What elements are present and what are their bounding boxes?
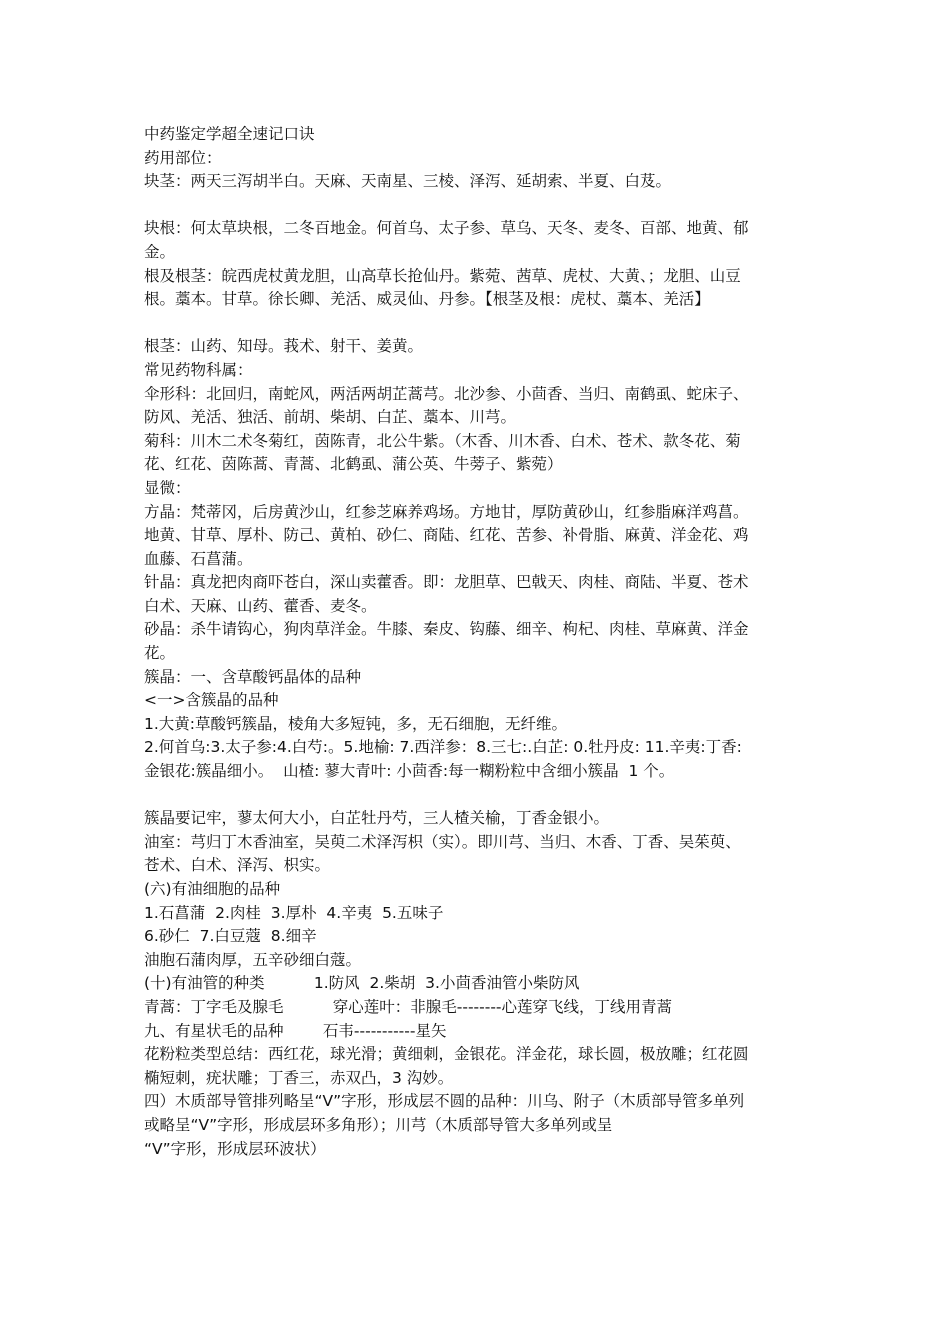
- text-line: 花、红花、茵陈蒿、青蒿、北鹤虱、蒲公英、牛蒡子、紫菀）: [144, 455, 563, 474]
- text-line: 九、有星状毛的品种 石韦-----------星矢: [144, 1021, 447, 1040]
- text-line: 金。: [144, 242, 176, 261]
- text-line: 油胞石蒲肉厚，五辛砂细白蔻。: [144, 950, 362, 969]
- blank-line: [144, 194, 814, 218]
- text-line: 根及根茎：皖西虎杖黄龙胆，山高草长抢仙丹。紫菀、茜草、虎杖、大黄、；龙胆、山豆: [144, 266, 741, 285]
- text-line: 伞形科：北回归，南蛇风，两活两胡芷蒿芎。北沙参、小茴香、当归、南鹤虱、蛇床子、: [144, 384, 749, 403]
- blank-line: [144, 312, 814, 336]
- text-line: 四）木质部导管排列略呈“V”字形，形成层不圆的品种：川乌、附子（木质部导管多单列: [144, 1092, 745, 1111]
- text-line: 根。藁本。甘草。徐长卿、羌活、威灵仙、丹参。【根茎及根：虎杖、藁本、羌活】: [144, 290, 710, 309]
- document-page: [144, 123, 814, 1161]
- text-line: 1.大黄:草酸钙簇晶，棱角大多短钝，多，无石细胞，无纤维。: [144, 714, 568, 733]
- text-line: 花。: [144, 644, 176, 663]
- text-line: 砂晶：杀牛请钩心，狗肉草洋金。牛膝、秦皮、钩藤、细辛、枸杞、肉桂、草麻黄、洋金: [144, 620, 749, 639]
- text-line: 簇晶要记牢，蓼太何大小，白芷牡丹芍，三人楂关榆，丁香金银小。: [144, 809, 610, 828]
- text-line: 苍术、白术、泽泻、枳实。: [144, 856, 331, 875]
- text-line: 方晶：梵蒂冈，后房黄沙山，红参芝麻养鸡场。方地甘，厚防黄砂山，红参脂麻洋鸡菖。: [144, 502, 749, 521]
- text-line: 2.何首乌:3.太子参:4.白芍:。5.地榆: 7.西洋参：8.三七:.白芷: 0.牡丹皮: 11.辛夷:丁香:: [144, 738, 742, 757]
- text-line: 块茎：两天三泻胡半白。天麻、天南星、三棱、泽泻、延胡索、半夏、白芨。: [144, 172, 672, 191]
- text-line: 6.砂仁 7.白豆蔻 8.细辛: [144, 927, 317, 946]
- text-line: 椭短刺，疣状雕；丁香三，赤双凸，3 沟妙。: [144, 1068, 454, 1087]
- text-line: 针晶：真龙把肉商吓苍白，深山卖藿香。即：龙胆草、巴戟天、肉桂、商陆、半夏、苍术: [144, 573, 749, 592]
- text-line: 簇晶：一、含草酸钙晶体的品种: [144, 667, 362, 686]
- text-line: <一>含簇晶的品种: [144, 691, 279, 710]
- text-line: 地黄、甘草、厚朴、防己、黄柏、砂仁、商陆、红花、苦参、补骨脂、麻黄、洋金花、鸡: [144, 526, 749, 545]
- text-line: (六)有油细胞的品种: [144, 880, 281, 898]
- text-line: 菊科：川木二术冬菊红，茵陈青，北公牛紫。（木香、川木香、白术、苍术、款冬花、菊: [144, 431, 741, 450]
- text-line: 花粉粒类型总结：西红花，球光滑；黄细刺，金银花。洋金花，球长圆，极放雕；红花圆: [144, 1045, 749, 1064]
- text-line: 油室：芎归丁木香油室，吴萸二术泽泻枳（实）。即川芎、当归、木香、丁香、吴茱萸、: [144, 832, 741, 851]
- blank-line: [144, 784, 814, 808]
- text-line: 血藤、石菖蒲。: [144, 549, 253, 568]
- section-heading: 药用部位：: [144, 148, 222, 167]
- section-heading: 常见药物科属：: [144, 360, 253, 379]
- text-line: 金银花:簇晶细小。 山楂: 蓼大青叶: 小茴香:每一糊粉粒中含细小簇晶 1 个。: [144, 762, 675, 781]
- text-line: 防风、羌活、独活、前胡、柴胡、白芷、藁本、川芎。: [144, 408, 517, 427]
- text-line: “V”字形，形成层环波状）: [144, 1139, 326, 1158]
- text-line: (十)有油管的种类 1.防风 2.柴胡 3.小茴香油管小柴防风: [144, 974, 580, 993]
- section-heading: 显微：: [144, 478, 191, 497]
- text-line: 青蒿：丁字毛及腺毛 穿心莲叶：非腺毛--------心莲穿飞线，丁线用青蒿: [144, 997, 673, 1016]
- text-line: 块根：何太草块根，二冬百地金。何首乌、太子参、草乌、天冬、麦冬、百部、地黄、郁: [144, 219, 749, 238]
- doc-title: 中药鉴定学超全速记口诀: [144, 125, 315, 143]
- text-line: 1.石菖蒲 2.肉桂 3.厚朴 4.辛夷 5.五味子: [144, 903, 444, 922]
- text-line: 白术、天麻、山药、藿香、麦冬。: [144, 596, 377, 615]
- text-line: 根茎：山药、知母。莪术、射干、姜黄。: [144, 337, 424, 356]
- text-line: 或略呈“V”字形，形成层环多角形）；川芎（木质部导管大多单列或呈: [144, 1115, 613, 1134]
